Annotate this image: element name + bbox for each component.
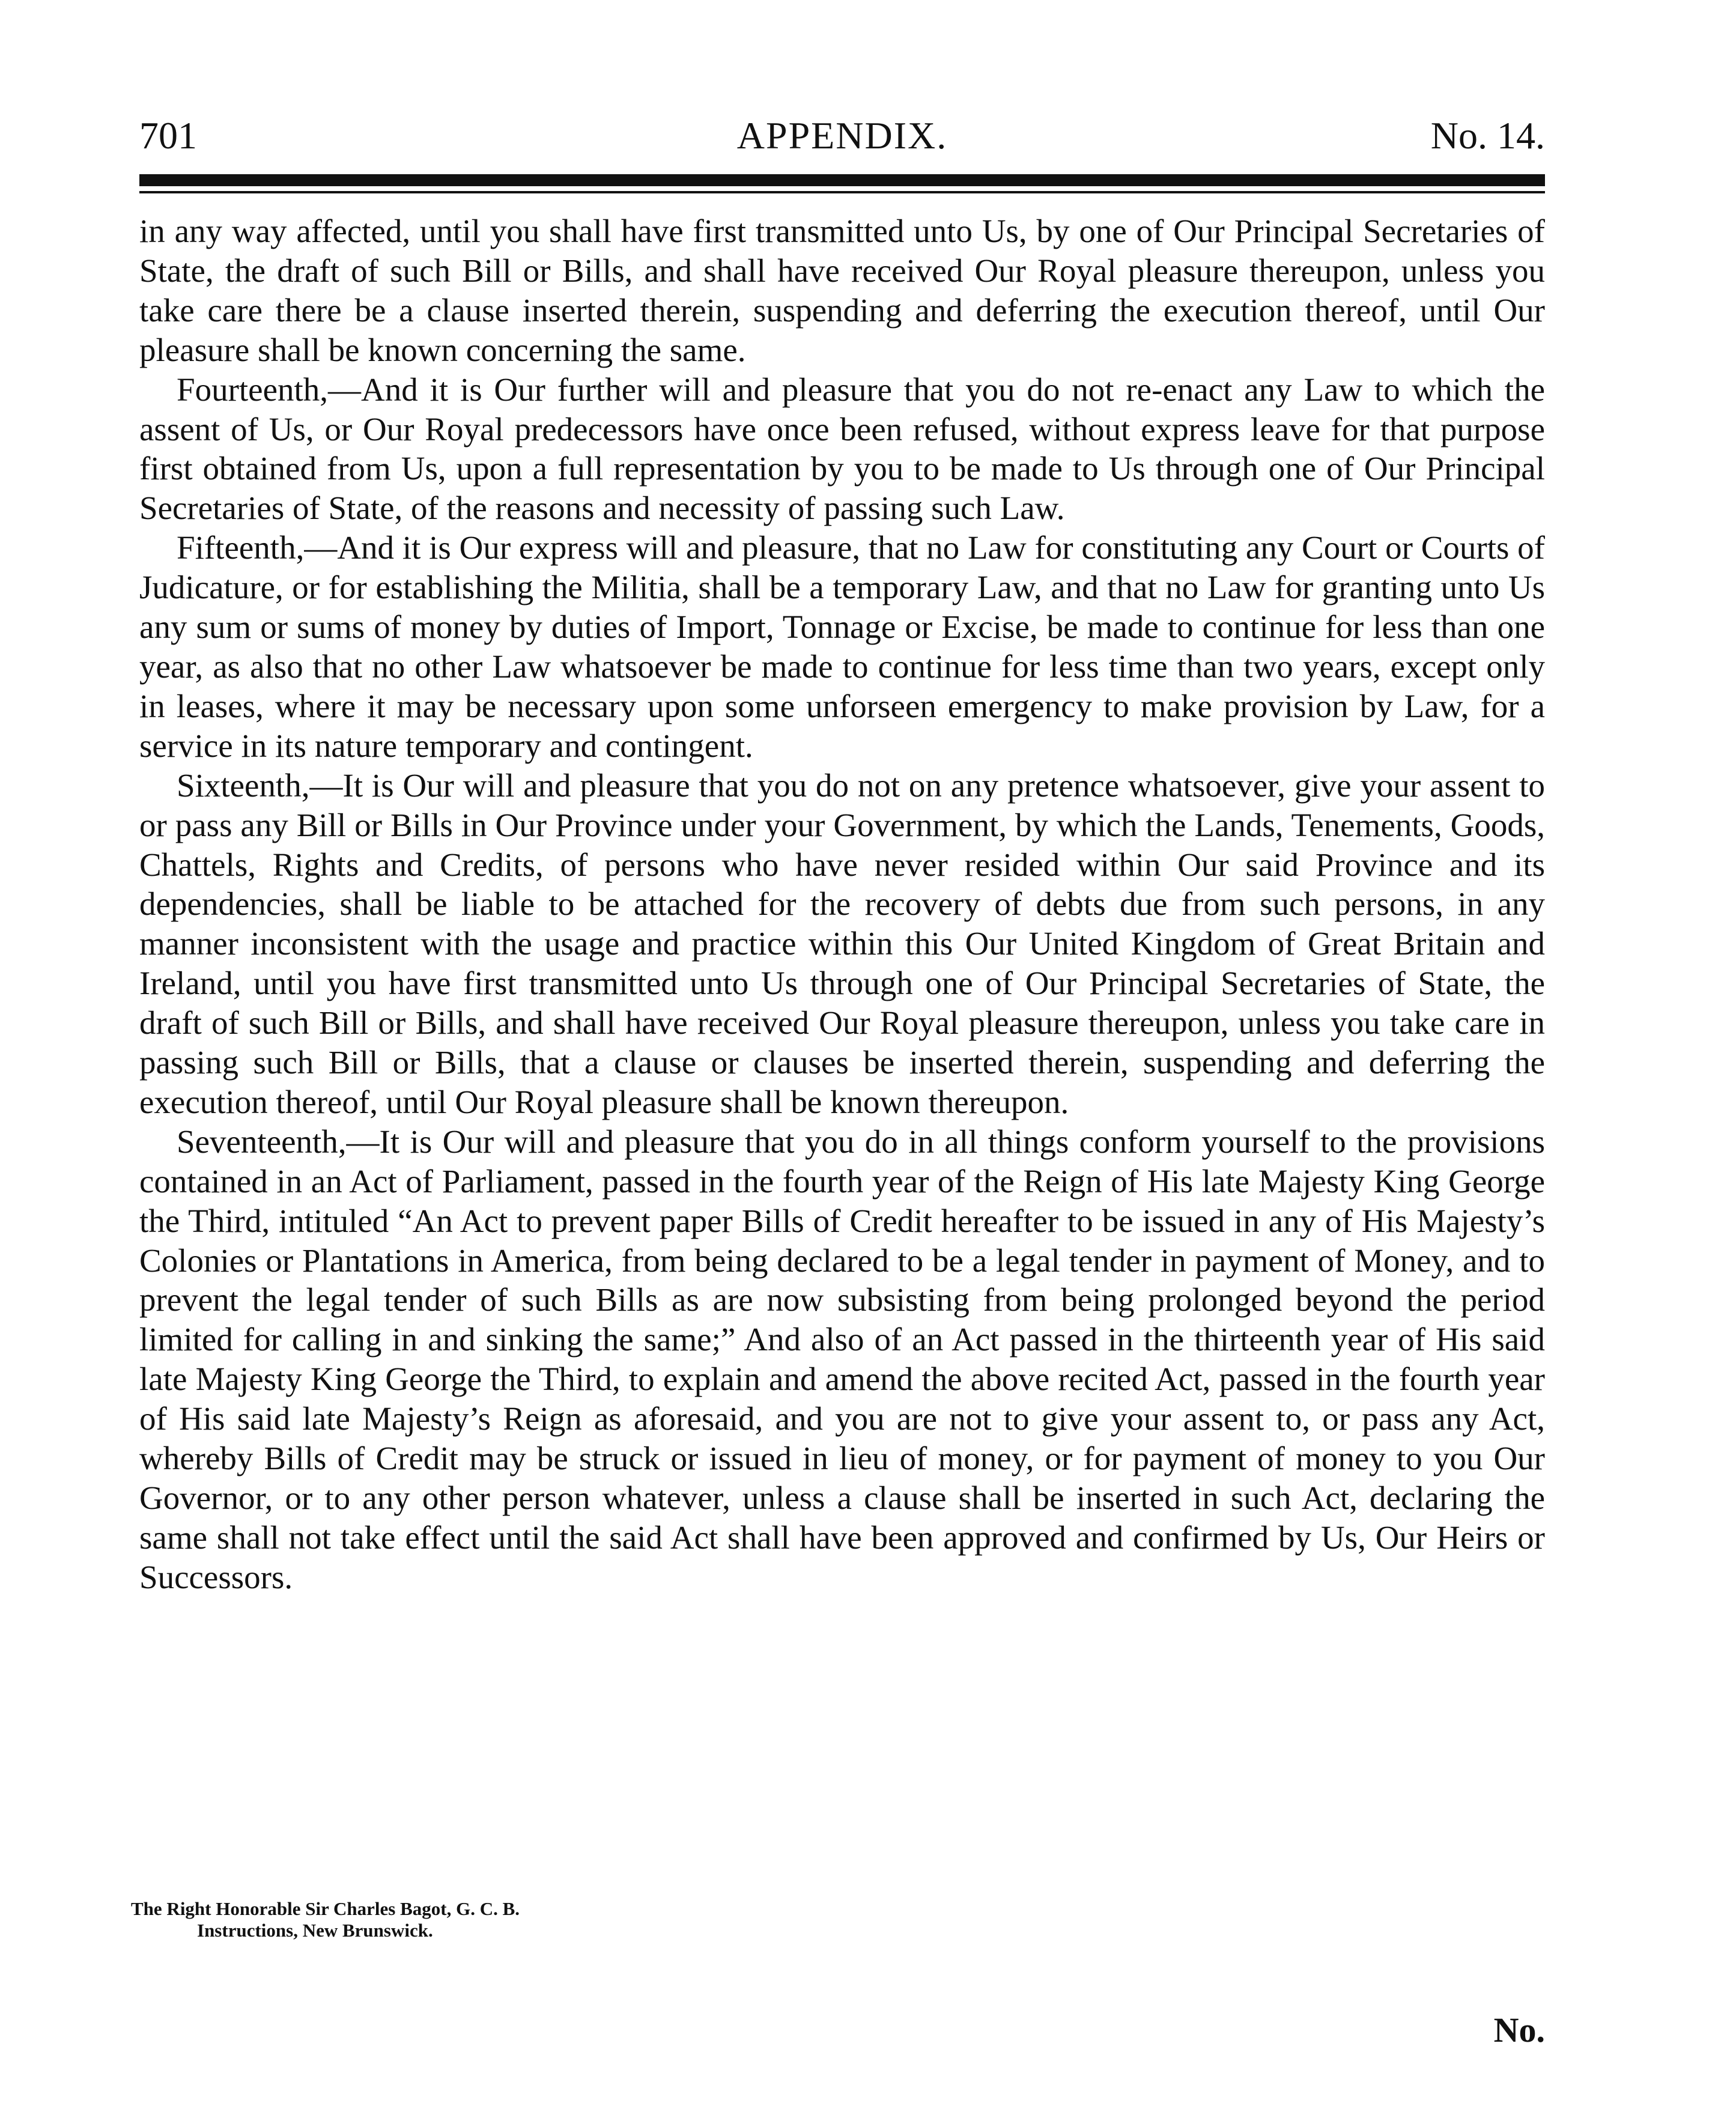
signature-line-1: The Right Honorable Sir Charles Bagot, G. C. B.: [131, 1898, 520, 1919]
header-rule-thin: [139, 191, 1545, 193]
paragraph-seventeenth: Seventeenth,—It is Our will and pleasure that you do in all things conform yourself to the provisions contained in an Act of Parliament, passed in the fourth year of the Reign of His late Majesty King George the Third, intituled “An Act to prevent paper Bills of Credit hereafter to be issued in any of His Majesty’s Colonies or Plantations in America, from being declared to be a legal tender in payment of Money, and to prevent the legal tender of such Bills as are now subsisting from being prolonged beyond the period limited for calling in and sinking the same;” And also of an Act passed in the thirteenth year of His said late Majesty King George the Third, to explain and amend the above recited Act, passed in the fourth year of His said late Majesty’s Reign as aforesaid, and you are not to give your assent to, or pass any Act, whereby Bills of Credit may be struck or issued in lieu of money, or for payment of money to you Our Governor, or to any other person whatever, unless a clause shall be inserted in such Act, declaring the same shall not take effect until the said Act shall have been approved and confirmed by Us, Our Heirs or Successors.: [139, 1123, 1545, 1595]
paragraph-fifteenth: Fifteenth,—And it is Our express will and pleasure, that no Law for constituting any Court or Courts of Judicature, or for establishing the Militia, shall be a temporary Law, and that no Law for granting unto Us any sum or sums of money by duties of Import, Tonnage or Excise, be made to continue for less than one year, as also that no other Law whatsoever be made to continue for less time than two years, except only in leases, where it may be necessary upon some unforseen emergency to make provision by Law, for a service in its nature temporary and contingent.: [139, 529, 1545, 764]
paragraph-continuation: in any way affected, until you shall have first transmitted unto Us, by one of Our Principal Secretaries of State, the draft of such Bill or Bills, and shall have received Our Royal pleasure thereupon, unless you take care there be a clause inserted therein, suspending and deferring the execution thereof, until Our pleasure shall be known concerning the same.: [139, 213, 1545, 368]
page-number: 701: [139, 114, 197, 157]
document-number: No. 14.: [1430, 114, 1545, 157]
paragraph-sixteenth: Sixteenth,—It is Our will and pleasure that you do not on any pretence whatsoever, give your assent to or pass any Bill or Bills in Our Province under your Government, by which the Lands, Tenements, Goods, Chattels, Rights and Credits, of persons who have never resided within Our said Province and its dependencies, shall be liable to be attached for the recovery of debts due from such persons, in any manner inconsistent with the usage and practice within this Our United Kingdom of Great Britain and Ireland, until you have first transmitted unto Us through one of Our Principal Secretaries of State, the draft of such Bill or Bills, and shall have received Our Royal pleasure thereupon, unless you take care in passing such Bill or Bills, that a clause or clauses be inserted therein, suspending and deferring the execution thereof, until Our Royal pleasure shall be known thereupon.: [139, 766, 1545, 1120]
signature-block: [131, 1898, 520, 1941]
running-title: APPENDIX.: [736, 114, 948, 157]
signature-line-2: Instructions, New Brunswick.: [197, 1920, 433, 1941]
header-rule-thick: [139, 174, 1545, 186]
page-header: [139, 112, 1545, 160]
paragraph-fourteenth: Fourteenth,—And it is Our further will and pleasure that you do not re-enact any Law to which the assent of Us, or Our Royal predecessors have once been refused, without express leave for that purpose first obtained from Us, upon a full representation by you to be made to Us through one of Our Principal Secretaries of State, of the reasons and necessity of passing such Law.: [139, 371, 1545, 527]
catchword: No.: [1493, 2010, 1545, 2050]
body-text: [139, 211, 1545, 1597]
